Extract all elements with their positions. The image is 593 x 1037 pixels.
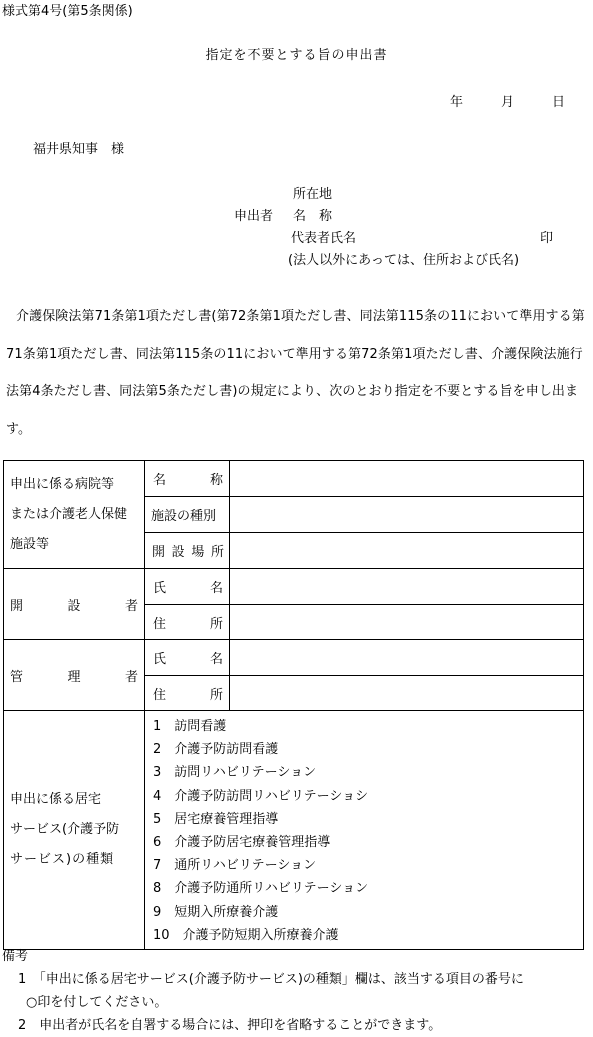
service-item[interactable]: 10 介護予防短期入所療養介護 (153, 927, 339, 943)
service-list (145, 711, 584, 950)
application-table (3, 460, 584, 950)
service-header-line: 申出に係る居宅 (10, 791, 102, 807)
applicant-name-label: 名 称 (293, 209, 333, 224)
manager-name-field[interactable] (230, 640, 584, 676)
facility-location-label: 開 設 場 所 (145, 533, 230, 569)
service-item[interactable]: 4 介護予防訪問リハビリテーショシ (153, 788, 369, 804)
applicant-block (234, 184, 564, 272)
note-item-continuation: ○印を付してください。 (26, 995, 168, 1010)
service-header-line: サービス(介護予防 (10, 821, 120, 837)
facility-header-line: 申出に係る病院等 (10, 476, 115, 492)
seal-mark: 印 (540, 231, 554, 246)
facility-name-label: 名 称 (145, 461, 230, 497)
facility-type-field[interactable] (230, 497, 584, 533)
note-item: 2 申出者が氏名を自署する場合には、押印を省略することができます。 (18, 1018, 442, 1033)
date-line (450, 91, 565, 110)
applicant-location-label: 所在地 (293, 187, 333, 202)
facility-header-line: 施設等 (10, 536, 50, 552)
applicant-prefix: 申出者 (234, 209, 274, 224)
date-year: 年 (450, 95, 464, 110)
facility-header (4, 461, 145, 569)
founder-name-label: 氏 名 (145, 569, 230, 605)
service-header-line: サービス)の種類 (10, 851, 115, 867)
body-text: 介護保険法第71条第1項ただし書(第72条第1項ただし書、同法第115条の11において準用する第71条第1項ただし書、同法第115条の11において準用する第72条第1項ただし書、介護保険法施行法第4条ただし書、同法第5条ただし書)の規定により、次のとおり指定を不要とする旨を申し出ます。 (6, 309, 585, 437)
service-item[interactable]: 2 介護予防訪問看護 (153, 742, 279, 758)
date-month: 月 (501, 95, 515, 110)
manager-name-label: 氏 名 (145, 640, 230, 676)
manager-header: 管 理 者 (4, 640, 145, 711)
addressee: 福井県知事 様 (33, 142, 125, 157)
facility-location-field[interactable] (230, 533, 584, 569)
manager-address-field[interactable] (230, 676, 584, 711)
form-number: 様式第4号(第5条関係) (2, 4, 133, 19)
founder-name-field[interactable] (230, 569, 584, 605)
service-item[interactable]: 7 通所リハビリテーション (153, 858, 317, 874)
founder-header: 開 設 者 (4, 569, 145, 640)
notes (2, 945, 524, 1037)
facility-header-line: または介護老人保健 (10, 506, 128, 522)
service-item[interactable]: 1 訪問看護 (153, 719, 227, 734)
note-item: 1 「申出に係る居宅サービス(介護予防サービス)の種類」欄は、該当する項目の番号に (18, 972, 524, 987)
service-item[interactable]: 8 介護予防通所リハビリテーション (153, 881, 369, 897)
applicant-representative-label: 代表者氏名 (291, 231, 357, 246)
service-item[interactable]: 5 居宅療養管理指導 (153, 811, 279, 827)
founder-address-label: 住 所 (145, 605, 230, 640)
facility-type-label: 施設の種別 (145, 497, 230, 533)
applicant-note: (法人以外にあっては、住所および氏名) (288, 253, 520, 268)
service-item[interactable]: 6 介護予防居宅療養管理指導 (153, 834, 331, 850)
service-item[interactable]: 3 訪問リハビリテーション (153, 765, 317, 781)
service-item[interactable]: 9 短期入所療養介護 (153, 904, 279, 920)
founder-address-field[interactable] (230, 605, 584, 640)
date-day: 日 (552, 95, 566, 110)
manager-address-label: 住 所 (145, 676, 230, 711)
document-title: 指定を不要とする旨の申出書 (205, 48, 388, 63)
notes-heading: 備考 (2, 949, 29, 964)
service-header (4, 711, 145, 950)
facility-name-field[interactable] (230, 461, 584, 497)
